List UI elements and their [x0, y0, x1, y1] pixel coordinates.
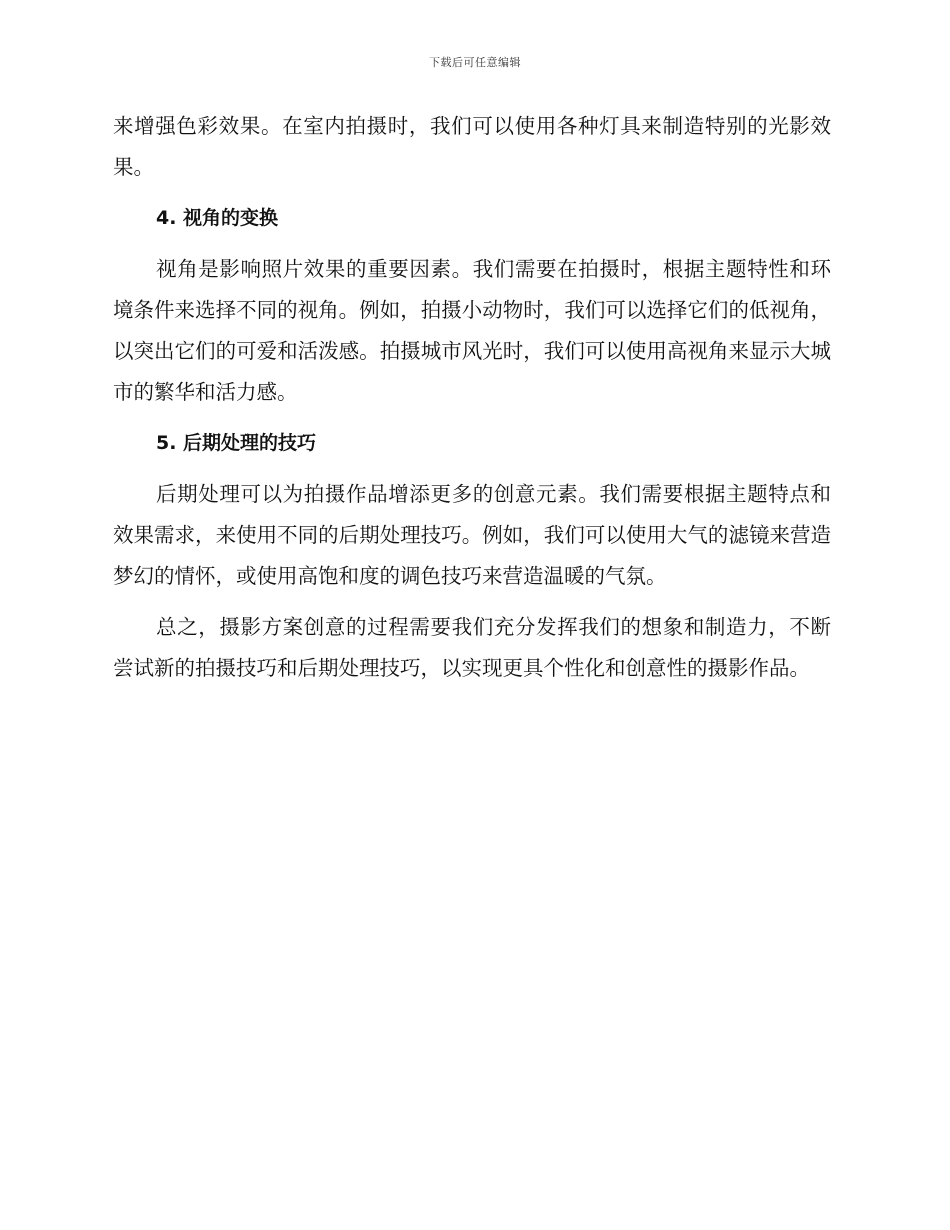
paragraph-post-processing: 后期处理可以为拍摄作品增添更多的创意元素。我们需要根据主题特点和效果需求，来使用不同的后期处理技巧。例如，我们可以使用大气的滤镜来营造梦幻的情怀，或使用高饱和度的调色技巧来营造温暖的气氛。: [113, 482, 831, 588]
paragraph-continuation: 来增强色彩效果。在室内拍摄时，我们可以使用各种灯具来制造特别的光影效果。: [113, 114, 831, 179]
paragraph-conclusion: 总之，摄影方案创意的过程需要我们充分发挥我们的想象和制造力，不断尝试新的拍摄技巧和后期处理技巧，以实现更具个性化和创意性的摄影作品。: [113, 615, 831, 680]
page-header: 下载后可任意编辑: [429, 56, 521, 69]
section-heading-viewpoint: 4. 视角的变换: [156, 207, 279, 229]
paragraph-viewpoint: 视角是影响照片效果的重要因素。我们需要在拍摄时，根据主题特性和环境条件来选择不同的视角。例如，拍摄小动物时，我们可以选择它们的低视角，以突出它们的可爱和活泼感。拍摄城市风光时，我们可以使用高视角来显示大城市的繁华和活力感。: [113, 257, 831, 404]
section-heading-post-processing: 5. 后期处理的技巧: [156, 432, 317, 454]
document-body: [113, 106, 831, 699]
